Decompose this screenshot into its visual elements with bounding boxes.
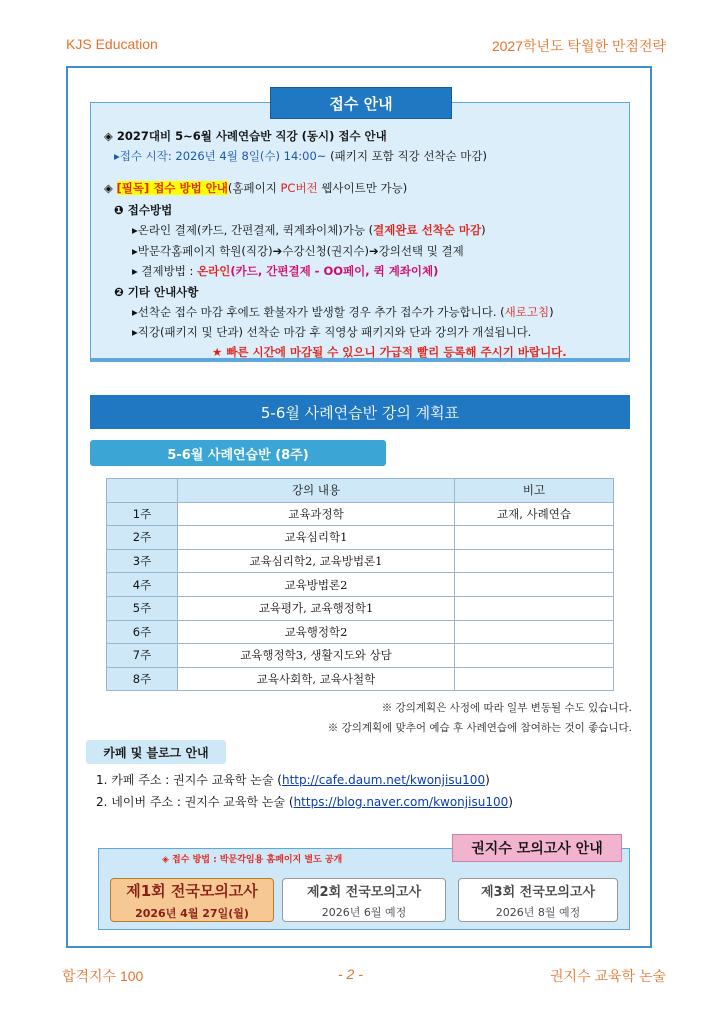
content-cell: 교육행정학3, 생활지도와 상담	[178, 644, 455, 668]
cafe-link[interactable]: http://cafe.daum.net/kwonjisu100	[281, 773, 486, 787]
etc-item-1	[132, 304, 554, 320]
reception-line-1: ◈ 2027대비 5~6월 사례연습반 직강 (동시) 접수 안내	[104, 129, 387, 143]
week-cell: 2주	[107, 526, 178, 550]
schedule-table	[106, 478, 614, 691]
col-content: 강의 내용	[178, 479, 455, 503]
exam-title: 제2회 전국모의고사	[306, 884, 422, 900]
week-cell: 3주	[107, 549, 178, 573]
mock-exam-title: 권지수 모의고사 안내	[452, 834, 622, 862]
content-cell: 교육과정학	[178, 502, 455, 526]
plan-subtitle: 5-6월 사례연습반 (8주)	[90, 440, 386, 466]
pc-version: PC버전	[280, 181, 318, 195]
week-cell: 6주	[107, 620, 178, 644]
note-cell	[455, 573, 614, 597]
must-read-highlight: [필독] 접수 방법 안내	[116, 181, 228, 195]
method-title: ❶ 접수방법	[114, 203, 173, 217]
week-cell: 8주	[107, 667, 178, 691]
table-row	[107, 549, 614, 573]
table-row	[107, 620, 614, 644]
reception-line-3	[104, 180, 407, 196]
cafe-line	[96, 771, 490, 788]
week-cell: 1주	[107, 502, 178, 526]
method-item-3-text: ▸ 결제방법 :	[132, 264, 198, 278]
exam-title: 제3회 전국모의고사	[480, 884, 596, 900]
content-cell: 교육심리학2, 교육방법론1	[178, 549, 455, 573]
content-cell: 교육평가, 교육행정학1	[178, 596, 455, 620]
blog-label: 2. 네이버 주소 : 권지수 교육학 논술 (	[96, 795, 294, 809]
method-item-1-highlight: 결제완료 선착순 마감	[373, 223, 482, 237]
note-cell	[455, 549, 614, 573]
note-cell: 교재, 사례연습	[455, 502, 614, 526]
page-number: - 2 -	[338, 966, 363, 982]
blog-close: )	[508, 795, 513, 809]
week-cell: 4주	[107, 573, 178, 597]
method-item-3-detail: (카드, 간편결제 - OO페이, 퀵 계좌이체)	[230, 264, 439, 278]
exam-card-3	[458, 878, 618, 922]
content-cell: 교육심리학1	[178, 526, 455, 550]
col-week	[107, 479, 178, 503]
content-cell: 교육사회학, 교육사철학	[178, 667, 455, 691]
week-cell: 5주	[107, 596, 178, 620]
note-cell	[455, 667, 614, 691]
note-cell	[455, 644, 614, 668]
reception-start-note: (패키지 포함 직강 선착순 마감)	[326, 149, 488, 163]
table-row	[107, 596, 614, 620]
method-item-1-close: )	[481, 223, 486, 237]
week-cell: 7주	[107, 644, 178, 668]
etc-item-1-refresh: 새로고침	[504, 305, 550, 319]
reception-line-3-end: 웹사이트만 가능)	[317, 181, 408, 195]
table-header-row	[107, 479, 614, 503]
footer-right: 권지수 교육학 논술	[550, 968, 666, 984]
exam-date: 2026년 4월 27일(월)	[135, 906, 249, 920]
exam-card-2	[282, 878, 446, 922]
reception-title: 접수 안내	[270, 87, 452, 119]
table-row	[107, 644, 614, 668]
etc-item-2: ▸직강(패키지 및 단과) 선착순 마감 후 직영상 패키지와 단과 강의가 개설됩니다.	[132, 325, 532, 339]
exam-title: 제1회 전국모의고사	[126, 881, 258, 900]
plan-note-1: ※ 강의계획은 사정에 따라 일부 변동될 수도 있습니다.	[381, 702, 632, 714]
reception-line-2	[114, 148, 487, 164]
content-cell: 교육행정학2	[178, 620, 455, 644]
note-cell	[455, 526, 614, 550]
blog-link[interactable]: https://blog.naver.com/kwonjisu100	[293, 795, 509, 809]
etc-item-1-text: ▸선착순 접수 마감 후에도 환불자가 발생할 경우 추가 접수가 가능합니다. (	[132, 305, 505, 319]
content-cell: 교육방법론2	[178, 573, 455, 597]
reception-start: ▸접수 시작: 2026년 4월 8일(수) 14:00~	[114, 149, 327, 163]
footer-left: 합격지수 100	[62, 968, 144, 984]
header-title: 2027학년도 탁월한 만점전략	[491, 38, 666, 54]
etc-warning: ★ 빠른 시간에 마감될 수 있으니 가급적 빨리 등록해 주시기 바랍니다.	[212, 345, 567, 359]
diamond-icon: ◈	[104, 181, 117, 195]
plan-title: 5-6월 사례연습반 강의 계획표	[90, 395, 630, 429]
method-item-3-online: 온라인	[197, 264, 231, 278]
blog-line	[96, 793, 513, 810]
exam-card-1	[110, 878, 274, 922]
exam-date: 2026년 8월 예정	[495, 905, 581, 919]
method-item-2: ▸박문각홈페이지 학원(직강)➔수강신청(권지수)➔강의선택 및 결제	[132, 244, 464, 258]
table-row	[107, 573, 614, 597]
exam-date: 2026년 6월 예정	[321, 905, 407, 919]
table-row	[107, 667, 614, 691]
cafe-close: )	[485, 773, 490, 787]
etc-title: ❷ 기타 안내사항	[114, 285, 199, 299]
table-row	[107, 526, 614, 550]
method-item-3	[132, 263, 438, 279]
plan-note-2: ※ 강의계획에 맞추어 예습 후 사례연습에 참여하는 것이 좋습니다.	[327, 722, 632, 734]
reception-line-3-text: (홈페이지	[227, 181, 281, 195]
cafe-title: 카페 및 블로그 안내	[86, 740, 226, 764]
cafe-label: 1. 카페 주소 : 권지수 교육학 논술 (	[96, 773, 282, 787]
etc-item-1-close: )	[549, 305, 554, 319]
note-cell	[455, 596, 614, 620]
header-brand: KJS Education	[66, 36, 158, 52]
mock-method: ◈ 접수 방법 : 박문각임용 홈페이지 별도 공개	[162, 855, 343, 865]
note-cell	[455, 620, 614, 644]
col-note: 비고	[455, 479, 614, 503]
table-row	[107, 502, 614, 526]
method-item-1-text: ▸온라인 결제(카드, 간편결제, 퀵계좌이체)가능 (	[132, 223, 374, 237]
method-item-1	[132, 222, 486, 238]
